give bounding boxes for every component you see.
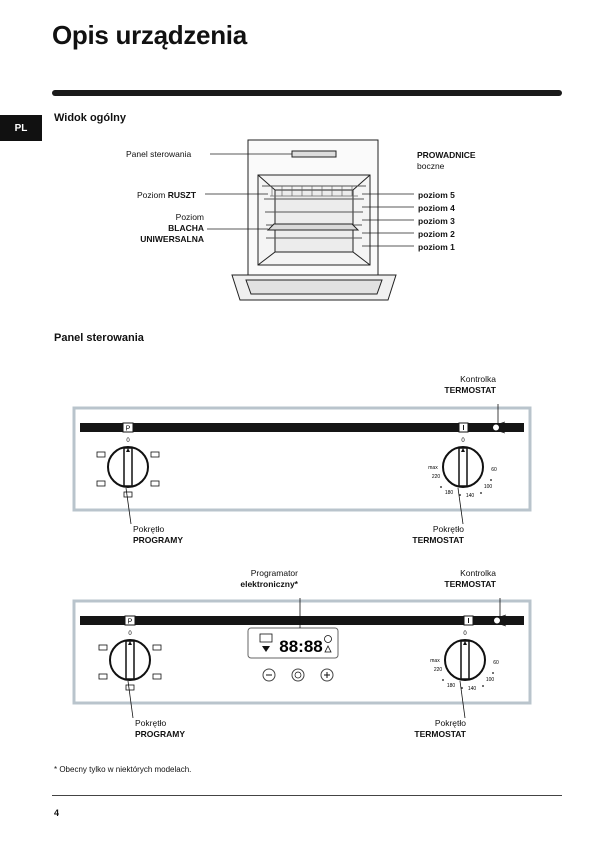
page-number: 4 xyxy=(54,808,60,818)
footer-rule xyxy=(52,795,562,796)
guides-label: PROWADNICE boczne xyxy=(417,150,476,171)
rack-label: Poziom RUSZT xyxy=(137,190,197,200)
control-panels-diagram xyxy=(0,370,595,760)
panel1 xyxy=(74,408,530,510)
level-5-label: poziom 5 xyxy=(418,190,455,200)
svg-text:180: 180 xyxy=(444,490,454,496)
oven-diagram xyxy=(0,0,595,320)
tray-label: Poziom BLACHA UNIWERSALNA xyxy=(140,212,204,244)
svg-text:0: 0 xyxy=(128,631,132,637)
level-2-label: poziom 2 xyxy=(418,229,455,239)
svg-text:100: 100 xyxy=(485,677,495,683)
program-icon-grill xyxy=(99,645,107,650)
cooking-pot-icon xyxy=(260,634,272,642)
svg-text:140: 140 xyxy=(467,686,477,692)
svg-text:220: 220 xyxy=(431,474,441,480)
program-icon-defrost xyxy=(151,452,159,457)
control-panel-heading: Panel sterowania xyxy=(54,332,144,344)
program-icon-top xyxy=(151,481,159,486)
program-icon-top xyxy=(153,674,161,679)
panel2-program-knob-label: Pokrętło PROGRAMY xyxy=(135,718,186,739)
svg-text:0: 0 xyxy=(463,631,467,637)
panel1-strip xyxy=(80,423,524,432)
svg-text:220: 220 xyxy=(433,667,443,673)
language-tab: PL xyxy=(0,115,42,141)
panel2-strip-p: P xyxy=(127,618,133,626)
overview-heading: Widok ogólny xyxy=(54,112,127,124)
clock-icon xyxy=(325,636,332,643)
panel1-thermostat-knob-label: Pokrętło TERMOSTAT xyxy=(412,524,464,545)
panel2-strip xyxy=(80,616,524,625)
svg-text:60: 60 xyxy=(493,660,499,666)
svg-text:max: max xyxy=(428,465,438,471)
panel1-program-knob-label: Pokrętło PROGRAMY xyxy=(133,524,184,545)
program-icon-defrost xyxy=(153,645,161,650)
svg-text:0: 0 xyxy=(126,438,130,444)
program-icon-conventional xyxy=(124,492,132,497)
level-1-label: poziom 1 xyxy=(418,242,455,252)
panel2-thermostat-knob-label: Pokrętło TERMOSTAT xyxy=(414,718,466,739)
page-title: Opis urządzenia xyxy=(52,20,247,50)
svg-text:180: 180 xyxy=(446,683,456,689)
program-icon-conventional xyxy=(126,685,134,690)
panel2-indicator-label: Kontrolka TERMOSTAT xyxy=(444,568,496,589)
level-4-label: poziom 4 xyxy=(418,203,455,213)
program-icon-grill xyxy=(97,452,105,457)
panel-label: Panel sterowania xyxy=(126,149,192,159)
panel1-strip-p: P xyxy=(125,425,131,433)
program-icon-bottom xyxy=(97,481,105,486)
panel2 xyxy=(74,601,530,703)
panel1-indicator-label: Kontrolka TERMOSTAT xyxy=(444,374,496,395)
svg-text:0: 0 xyxy=(461,438,465,444)
level-3-label: poziom 3 xyxy=(418,216,455,226)
panel2-programmer-label: Programator elektroniczny* xyxy=(240,568,298,589)
svg-text:max: max xyxy=(430,658,440,664)
footnote: * Obecny tylko w niektórych modelach. xyxy=(54,765,192,774)
svg-text:100: 100 xyxy=(483,484,493,490)
program-icon-bottom xyxy=(99,674,107,679)
svg-text:60: 60 xyxy=(491,467,497,473)
display-digits: 88:88 xyxy=(279,637,323,656)
svg-text:140: 140 xyxy=(465,493,475,499)
